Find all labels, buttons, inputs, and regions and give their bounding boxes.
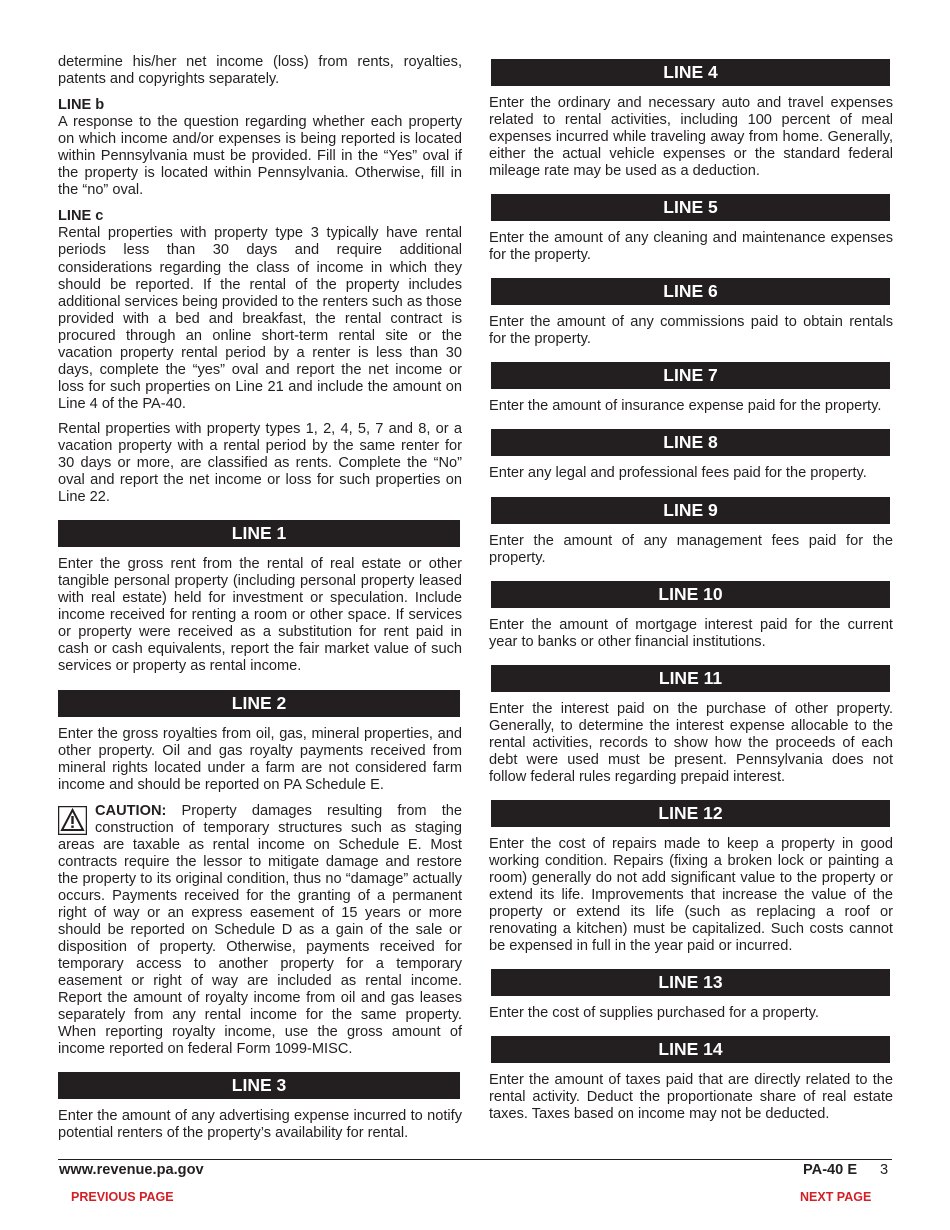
left-column <box>58 54 462 1142</box>
line-4-paragraph: Enter the ordinary and necessary auto and travel expenses related to rental activities, including 100 percent of meal expenses incurred while traveling away from home. Generally, either the actual vehicle expenses or the standard federal mileage rate may be used as a deduction. <box>489 95 893 180</box>
line-12-paragraph: Enter the cost of repairs made to keep a property in good working condition. Repairs (fixing a broken lock or painting a room) generally do not add significant value to the property or extend its life. Improvements that increase the value of the property or extend its life (such as replacing a roof or renovating a kitchen) must be capitalized. Such costs cannot be expensed in full in the year paid or incurred. <box>489 835 893 955</box>
footer-website: www.revenue.pa.gov <box>59 1162 204 1178</box>
line-9-paragraph: Enter the amount of any management fees paid for the property. <box>489 532 893 566</box>
line-7-paragraph: Enter the amount of insurance expense paid for the property. <box>489 398 882 415</box>
line-b-heading: LINE b <box>58 97 105 114</box>
line-8-header: LINE 8 <box>491 429 890 456</box>
line-3-paragraph: Enter the amount of any advertising expense incurred to notify potential renters of the property’s availability for rental. <box>58 1108 462 1142</box>
line-13-header: LINE 13 <box>491 969 890 996</box>
line-14-paragraph: Enter the amount of taxes paid that are directly related to the rental activity. Deduct the proportionate share of real estate taxes. Taxes based on income may not be deducted. <box>489 1072 893 1123</box>
line-6-header: LINE 6 <box>491 278 890 305</box>
caution-note <box>58 803 462 1059</box>
line-1-header: LINE 1 <box>58 520 460 547</box>
footer-divider <box>58 1159 892 1160</box>
line-2-paragraph: Enter the gross royalties from oil, gas, mineral properties, and other property. Oil and gas royalty payments received from mineral rights located under a farm are not considered farm income and should be reported on PA Schedule E. <box>58 725 462 793</box>
line-10-paragraph: Enter the amount of mortgage interest paid for the current year to banks or other financial institutions. <box>489 616 893 650</box>
right-column <box>489 54 893 1123</box>
line-11-header: LINE 11 <box>491 665 890 692</box>
line-1-paragraph: Enter the gross rent from the rental of real estate or other tangible personal property (including personal property leased with real estate) held for investment or speculation. Include income received for renting a room or other space. If services or property were received as a substitution for rent paid in cash or cash equivalents, report the fair market value of such services or property as rental income. <box>58 556 462 675</box>
line-4-header: LINE 4 <box>491 59 890 86</box>
intro-paragraph: determine his/her net income (loss) from rents, royalties, patents and copyrights separately. <box>58 54 462 88</box>
line-c-paragraph-2: Rental properties with property types 1, 2, 4, 5, 7 and 8, or a vacation property with a rental period by the same renter for 30 days or more, are classified as rents. Complete the “No” oval and report the net income or loss for such properties on Line 22. <box>58 420 462 506</box>
line-c-paragraph-1: Rental properties with property type 3 typically have rental periods less than 30 days and require additional considerations regarding the class of income in which they should be reported. If the rental of the property includes additional services being provided to the renters such as those provided with a bed and breakfast, the rental contract is procured through an online short-term rental site or the vacation property rental period by a renter is less than 30 days, complete the “yes” oval and report the net income or loss for such properties on Line 21 and include the amount on Line 4 of the PA-40. <box>58 225 463 412</box>
previous-page-link[interactable]: PREVIOUS PAGE <box>71 1190 174 1204</box>
line-3-header: LINE 3 <box>58 1072 460 1099</box>
line-5-header: LINE 5 <box>491 194 890 221</box>
footer-form-id: PA-40 E <box>803 1162 858 1178</box>
line-2-header: LINE 2 <box>58 690 460 717</box>
line-14-header: LINE 14 <box>491 1036 890 1063</box>
line-12-header: LINE 12 <box>491 800 890 827</box>
footer-page-number: 3 <box>880 1162 889 1178</box>
line-8-paragraph: Enter any legal and professional fees paid for the property. <box>489 465 867 482</box>
warning-icon <box>58 806 87 835</box>
line-b-paragraph: A response to the question regarding whether each property on which income and/or expenses is being reported is located within Pennsylvania must be provided. Fill in the “Yes” oval if the property is located within Pennsylvania. Otherwise, fill in the “no” oval. <box>58 114 462 199</box>
line-c-heading: LINE c <box>58 208 104 225</box>
caution-text: Property damages resulting from the construction of temporary structures such as staging areas are taxable as rental income on Schedule E. Most contracts require the lessor to mitigate damage and restore the property to its original condition, thus no “damage” actually occurs. Payments received for the granting of a permanent right of way or an express easement of 15 years or more should be reported on Schedule D as a gain of the sale or disposition of property. Otherwise, payments received for temporary access to another property for a temporary easement or right of way are included as rental income. Report the amount of royalty income from oil and gas leases separately from any rental income for the same property. When reporting royalty income, use the gross amount of income reported on federal Form 1099-MISC. <box>58 802 462 1058</box>
next-page-link[interactable]: NEXT PAGE <box>800 1190 872 1204</box>
line-7-header: LINE 7 <box>491 362 890 389</box>
line-11-paragraph: Enter the interest paid on the purchase of other property. Generally, to determine the interest expense allocable to the rental activities, records to show how the proceeds of each debt were used must be present. Pennsylvania does not follow federal rules regarding prepaid interest. <box>489 700 893 785</box>
line-10-header: LINE 10 <box>491 581 890 608</box>
line-13-paragraph: Enter the cost of supplies purchased for a property. <box>489 1005 819 1022</box>
line-5-paragraph: Enter the amount of any cleaning and maintenance expenses for the property. <box>489 230 893 264</box>
caution-label: CAUTION: <box>95 802 167 819</box>
line-6-paragraph: Enter the amount of any commissions paid to obtain rentals for the property. <box>489 314 893 348</box>
line-9-header: LINE 9 <box>491 497 890 524</box>
